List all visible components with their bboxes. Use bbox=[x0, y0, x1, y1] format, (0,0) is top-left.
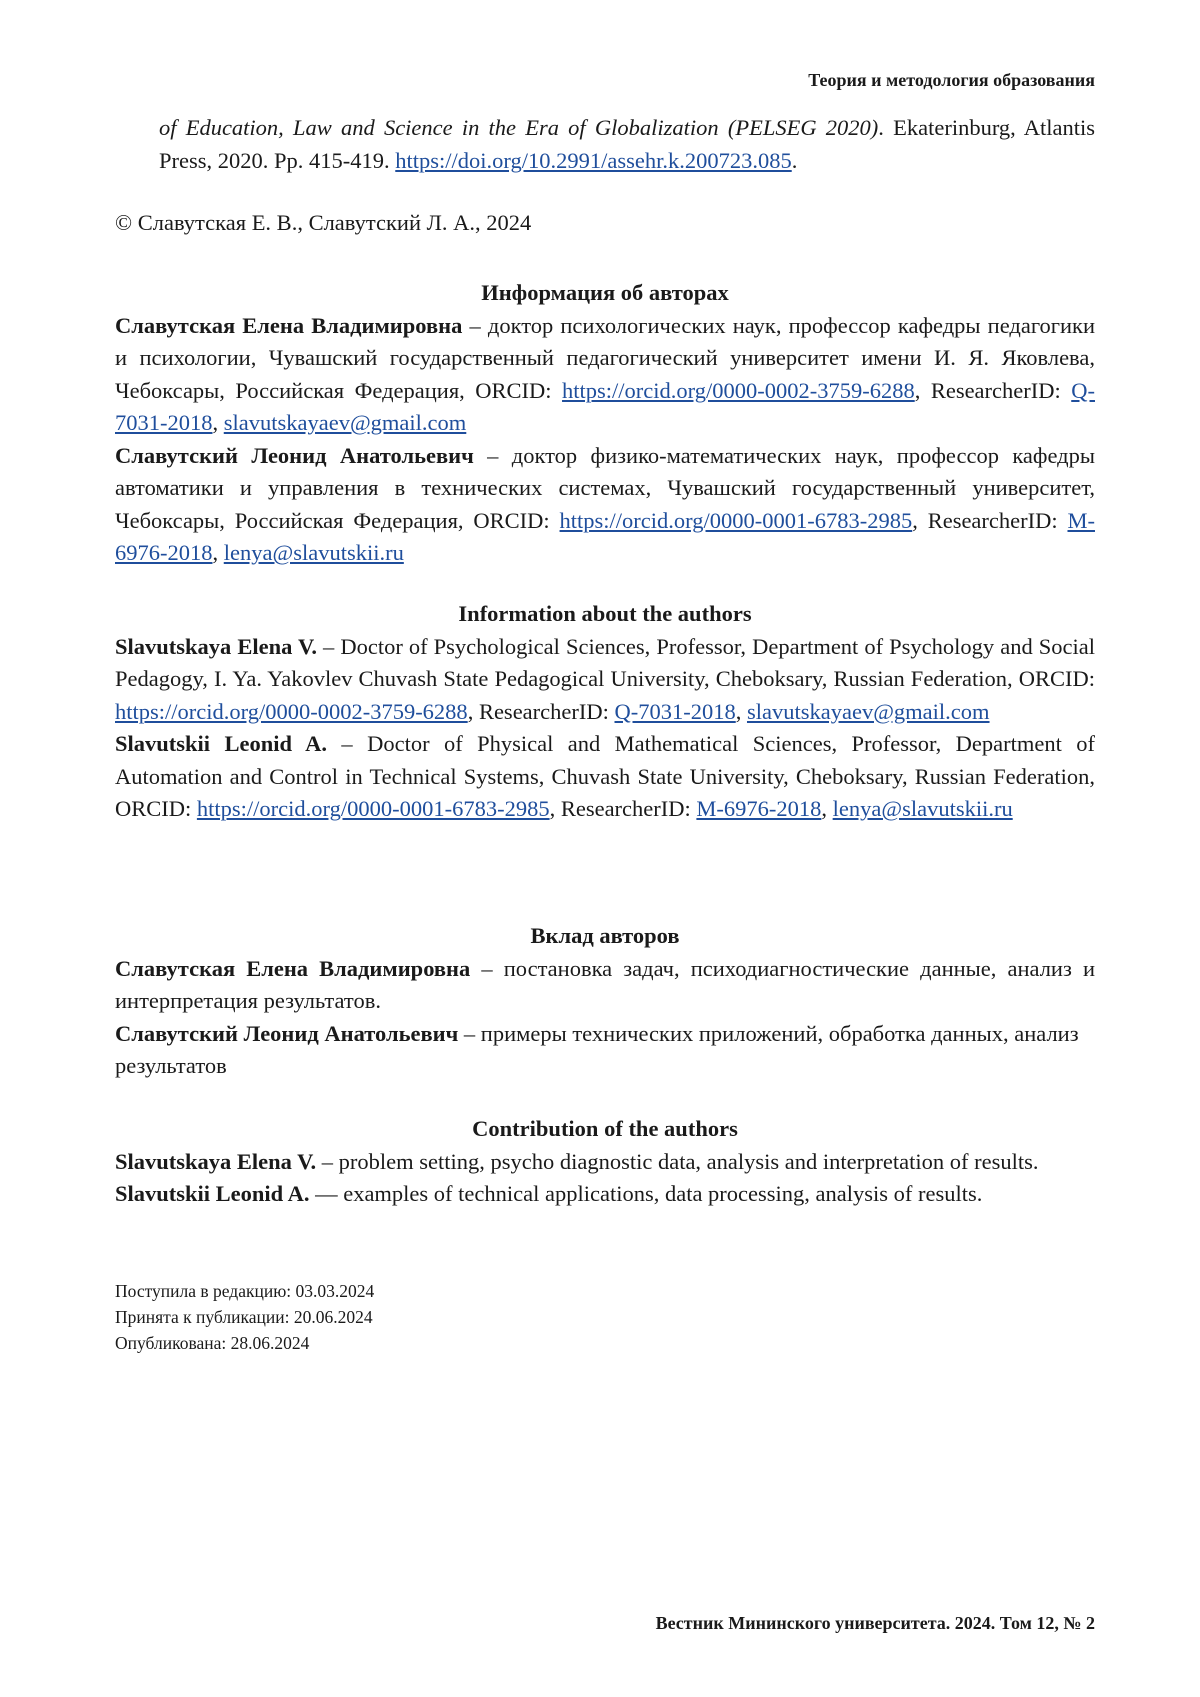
contrib-ru-author2 bbox=[115, 1018, 1095, 1083]
author-name: Slavutskii Leonid A. bbox=[115, 731, 327, 756]
researcherid-link[interactable]: Q-7031-2018 bbox=[115, 378, 1095, 436]
info-en-title: Information about the authors bbox=[115, 598, 1095, 631]
email-link[interactable]: lenya@slavutskii.ru bbox=[224, 540, 404, 565]
researcherid-link[interactable]: Q-7031-2018 bbox=[615, 699, 736, 724]
author-name: Slavutskii Leonid A. bbox=[115, 1181, 309, 1206]
reference-italic: of Education, Law and Science in the Era of Globalization (PELSEG 2020) bbox=[159, 115, 878, 140]
separator: , bbox=[821, 796, 832, 821]
reference-end: . bbox=[792, 148, 798, 173]
separator: , bbox=[213, 540, 224, 565]
author-name: Славутский Леонид Анатольевич bbox=[115, 443, 474, 468]
reference-continuation bbox=[159, 112, 1095, 177]
contrib-en-author2 bbox=[115, 1178, 1095, 1211]
contrib-ru-section bbox=[115, 920, 1095, 1083]
orcid-link[interactable]: https://orcid.org/0000-0002-3759-6288 bbox=[562, 378, 915, 403]
author-text: – Doctor of Physical and Mathematical Sciences, Professor, Department of Automation and Control in Technical Systems, Chuvash State University, Cheboksary, Russian Federation, ORCID: bbox=[115, 731, 1095, 821]
date-received: Поступила в редакцию: 03.03.2024 bbox=[115, 1278, 374, 1304]
author-text: – Doctor of Psychological Sciences, Professor, Department of Psychology and Social Pedagogy, I. Ya. Yakovlev Chuvash State Pedagogical University, Cheboksary, Russian Federation, ORCID: bbox=[115, 634, 1095, 692]
email-link[interactable]: slavutskayaev@gmail.com bbox=[224, 410, 467, 435]
copyright: © Славутская Е. В., Славутский Л. А., 2024 bbox=[115, 210, 531, 236]
info-ru-author1 bbox=[115, 310, 1095, 440]
author-name: Slavutskaya Elena V. bbox=[115, 1149, 316, 1174]
author-name: Славутская Елена Владимировна bbox=[115, 956, 470, 981]
separator: , bbox=[736, 699, 747, 724]
reference-rest: . Ekaterinburg, Atlantis Press, 2020. Pp. 415-419. bbox=[159, 115, 1095, 173]
info-en-author2 bbox=[115, 728, 1095, 826]
date-accepted: Принята к публикации: 20.06.2024 bbox=[115, 1304, 374, 1330]
date-published: Опубликована: 28.06.2024 bbox=[115, 1330, 374, 1356]
contrib-ru-title: Вклад авторов bbox=[115, 920, 1095, 953]
contrib-text: – постановка задач, психодиагностические данные, анализ и интерпретация результатов. bbox=[115, 956, 1095, 1014]
researcherid-link[interactable]: M-6976-2018 bbox=[696, 796, 821, 821]
author-name: Славутская Елена Владимировна bbox=[115, 313, 462, 338]
running-footer: Вестник Мининского университета. 2024. Том 12, № 2 bbox=[656, 1613, 1095, 1634]
researcherid-link[interactable]: M-6976-2018 bbox=[115, 508, 1095, 566]
publication-dates bbox=[115, 1278, 374, 1356]
contrib-en-title: Contribution of the authors bbox=[115, 1113, 1095, 1146]
reference-doi-link[interactable]: https://doi.org/10.2991/assehr.k.200723.085 bbox=[395, 148, 791, 173]
contrib-text: – примеры технических приложений, обработка данных, анализ результатов bbox=[115, 1021, 1079, 1079]
author-text: – доктор физико-математических наук, профессор кафедры автоматики и управления в технических системах, Чувашский государственный университет, Чебоксары, Российская Федерация, ORCID: bbox=[115, 443, 1095, 533]
author-text: – доктор психологических наук, профессор кафедры педагогики и психологии, Чувашский государственный педагогический университет имени И. Я. Яковлева, Чебоксары, Российская Федерация, ORCID: bbox=[115, 313, 1095, 403]
author-name: Slavutskaya Elena V. bbox=[115, 634, 317, 659]
contrib-en-section bbox=[115, 1113, 1095, 1211]
contrib-text: — examples of technical applications, data processing, analysis of results. bbox=[309, 1181, 982, 1206]
orcid-link[interactable]: https://orcid.org/0000-0001-6783-2985 bbox=[560, 508, 913, 533]
contrib-ru-author1 bbox=[115, 953, 1095, 1018]
rid-label: , ResearcherID: bbox=[468, 699, 615, 724]
info-en-section bbox=[115, 598, 1095, 826]
contrib-text: – problem setting, psycho diagnostic data, analysis and interpretation of results. bbox=[316, 1149, 1038, 1174]
author-name: Славутский Леонид Анатольевич bbox=[115, 1021, 458, 1046]
email-link[interactable]: lenya@slavutskii.ru bbox=[833, 796, 1013, 821]
info-ru-section bbox=[115, 277, 1095, 570]
running-head: Теория и методология образования bbox=[808, 70, 1095, 91]
orcid-link[interactable]: https://orcid.org/0000-0002-3759-6288 bbox=[115, 699, 468, 724]
info-ru-title: Информация об авторах bbox=[115, 277, 1095, 310]
info-ru-author2 bbox=[115, 440, 1095, 570]
rid-label: , ResearcherID: bbox=[550, 796, 697, 821]
separator: , bbox=[213, 410, 224, 435]
orcid-link[interactable]: https://orcid.org/0000-0001-6783-2985 bbox=[197, 796, 550, 821]
email-link[interactable]: slavutskayaev@gmail.com bbox=[747, 699, 990, 724]
contrib-en-author1 bbox=[115, 1146, 1095, 1179]
info-en-author1 bbox=[115, 631, 1095, 729]
rid-label: , ResearcherID: bbox=[915, 378, 1072, 403]
rid-label: , ResearcherID: bbox=[912, 508, 1067, 533]
